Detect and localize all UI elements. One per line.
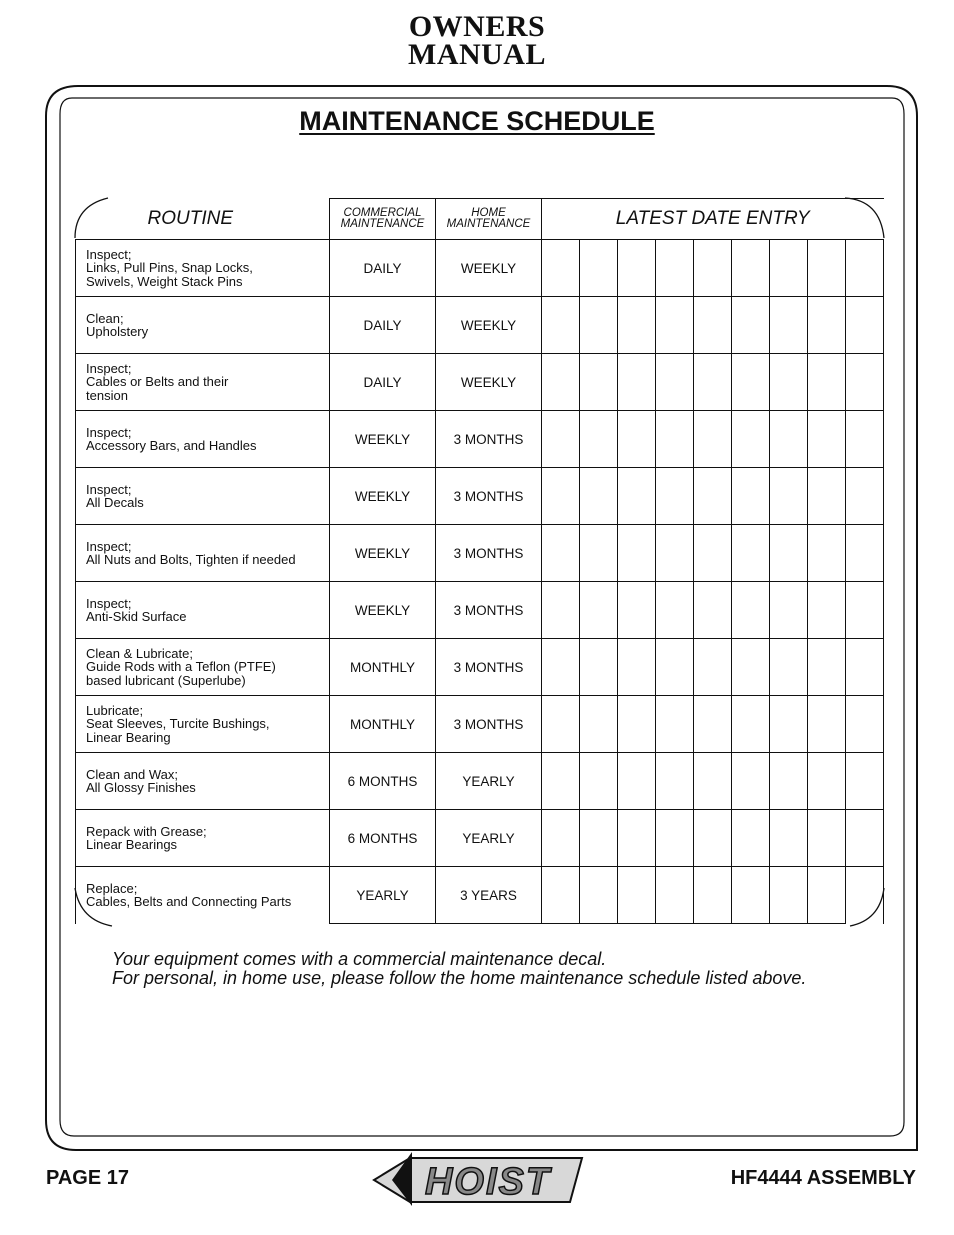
date-entry-cell[interactable]: [618, 411, 656, 468]
date-entry-cell[interactable]: [732, 810, 770, 867]
date-entry-cell[interactable]: [542, 240, 580, 297]
date-entry-cell[interactable]: [618, 582, 656, 639]
commercial-frequency: WEEKLY: [330, 582, 436, 639]
routine-line: Guide Rods with a Teflon (PTFE): [86, 659, 276, 675]
date-entry-cell[interactable]: [580, 582, 618, 639]
header-commercial-line2: MAINTENANCE: [340, 218, 425, 230]
routine-cell: [76, 240, 330, 297]
date-entry-cell[interactable]: [732, 411, 770, 468]
routine-line: Inspect;: [86, 246, 132, 262]
home-frequency: 3 MONTHS: [436, 582, 542, 639]
date-entry-cell[interactable]: [770, 525, 808, 582]
date-entry-cell[interactable]: [808, 468, 846, 525]
date-entry-cell[interactable]: [542, 468, 580, 525]
routine-line: Clean;: [86, 310, 124, 326]
date-entry-cell[interactable]: [694, 297, 732, 354]
date-entry-cell[interactable]: [808, 411, 846, 468]
routine-line: Inspect;: [86, 481, 132, 497]
page-number: PAGE 17: [46, 1167, 129, 1189]
date-entry-cell[interactable]: [846, 867, 884, 924]
date-entry-cell[interactable]: [542, 696, 580, 753]
home-frequency: 3 YEARS: [436, 867, 542, 924]
date-entry-cell[interactable]: [656, 468, 694, 525]
date-entry-cell[interactable]: [770, 240, 808, 297]
commercial-frequency: DAILY: [330, 297, 436, 354]
date-entry-cell[interactable]: [618, 639, 656, 696]
date-entry-cell[interactable]: [542, 810, 580, 867]
routine-line: Linear Bearing: [86, 729, 171, 745]
routine-cell: [76, 525, 330, 582]
date-entry-cell[interactable]: [542, 867, 580, 924]
date-entry-cell[interactable]: [694, 867, 732, 924]
date-entry-cell[interactable]: [732, 240, 770, 297]
routine-line: All Decals: [86, 495, 144, 510]
date-entry-cell[interactable]: [732, 753, 770, 810]
date-entry-cell[interactable]: [732, 867, 770, 924]
date-entry-cell[interactable]: [618, 696, 656, 753]
date-entry-cell[interactable]: [656, 810, 694, 867]
routine-cell: [76, 753, 330, 810]
date-entry-cell[interactable]: [846, 468, 884, 525]
home-frequency: WEEKLY: [436, 240, 542, 297]
date-entry-cell[interactable]: [580, 867, 618, 924]
commercial-frequency: 6 MONTHS: [330, 753, 436, 810]
home-frequency: YEARLY: [436, 810, 542, 867]
date-entry-cell[interactable]: [656, 525, 694, 582]
table-row: [76, 354, 884, 411]
date-entry-cell[interactable]: [656, 411, 694, 468]
commercial-frequency: WEEKLY: [330, 468, 436, 525]
commercial-frequency: YEARLY: [330, 867, 436, 924]
date-entry-cell[interactable]: [846, 240, 884, 297]
table-row: [76, 297, 884, 354]
routine-line: Clean and Wax;: [86, 766, 179, 782]
date-entry-cell[interactable]: [732, 525, 770, 582]
routine-line: All Nuts and Bolts, Tighten if needed: [86, 552, 296, 567]
routine-cell: [76, 411, 330, 468]
date-entry-cell[interactable]: [694, 639, 732, 696]
date-entry-cell[interactable]: [808, 582, 846, 639]
table-row: [76, 810, 884, 867]
commercial-frequency: WEEKLY: [330, 411, 436, 468]
hoist-logo: [372, 1150, 586, 1208]
model-assembly: HF4444 ASSEMBLY: [730, 1167, 916, 1189]
date-entry-cell[interactable]: [656, 297, 694, 354]
routine-line: Anti-Skid Surface: [86, 609, 187, 624]
date-entry-cell[interactable]: [808, 753, 846, 810]
commercial-frequency: MONTHLY: [330, 639, 436, 696]
date-entry-cell[interactable]: [732, 354, 770, 411]
date-entry-cell[interactable]: [732, 696, 770, 753]
date-entry-cell[interactable]: [694, 696, 732, 753]
commercial-frequency: WEEKLY: [330, 525, 436, 582]
date-entry-cell[interactable]: [580, 468, 618, 525]
routine-line: Cables, Belts and Connecting Parts: [86, 894, 292, 910]
header-owners: OWNERS: [408, 10, 546, 43]
date-entry-cell[interactable]: [732, 297, 770, 354]
date-entry-cell[interactable]: [580, 411, 618, 468]
date-entry-cell[interactable]: [656, 639, 694, 696]
date-entry-cell[interactable]: [618, 810, 656, 867]
date-entry-cell[interactable]: [542, 525, 580, 582]
routine-line: All Glossy Finishes: [86, 780, 196, 795]
table-row: [76, 696, 884, 753]
commercial-frequency: DAILY: [330, 240, 436, 297]
date-entry-cell[interactable]: [656, 354, 694, 411]
date-entry-cell[interactable]: [656, 582, 694, 639]
table-row: [76, 525, 884, 582]
date-entry-cell[interactable]: [808, 867, 846, 924]
date-entry-cell[interactable]: [808, 240, 846, 297]
date-entry-cell[interactable]: [846, 411, 884, 468]
date-entry-cell[interactable]: [580, 354, 618, 411]
header-home-line2: MAINTENANCE: [446, 218, 531, 230]
date-entry-cell[interactable]: [580, 696, 618, 753]
routine-line: Replace;: [86, 880, 138, 896]
date-entry-cell[interactable]: [846, 354, 884, 411]
date-entry-cell[interactable]: [846, 297, 884, 354]
routine-line: Clean & Lubricate;: [86, 645, 193, 661]
home-frequency: WEEKLY: [436, 297, 542, 354]
date-entry-cell[interactable]: [770, 354, 808, 411]
date-entry-cell[interactable]: [542, 411, 580, 468]
table-row: [76, 411, 884, 468]
home-frequency: WEEKLY: [436, 354, 542, 411]
date-entry-cell[interactable]: [808, 696, 846, 753]
routine-cell: [76, 354, 330, 411]
date-entry-cell[interactable]: [656, 696, 694, 753]
table-row: [76, 582, 884, 639]
routine-line: Upholstery: [86, 324, 149, 339]
note-line-2: For personal, in home use, please follow the home maintenance schedule listed above.: [112, 968, 807, 988]
date-entry-cell[interactable]: [770, 753, 808, 810]
home-frequency: YEARLY: [436, 753, 542, 810]
date-entry-cell[interactable]: [808, 525, 846, 582]
routine-line: Links, Pull Pins, Snap Locks,: [86, 260, 253, 276]
header-latest-date-entry: LATEST DATE ENTRY: [542, 199, 884, 240]
date-entry-cell[interactable]: [656, 240, 694, 297]
date-entry-cell[interactable]: [770, 696, 808, 753]
date-entry-cell[interactable]: [542, 354, 580, 411]
home-frequency: 3 MONTHS: [436, 696, 542, 753]
date-entry-cell[interactable]: [732, 639, 770, 696]
table-row: [76, 753, 884, 810]
home-frequency: 3 MONTHS: [436, 639, 542, 696]
date-entry-cell[interactable]: [618, 753, 656, 810]
routine-line: Inspect;: [86, 538, 132, 554]
routine-cell: [76, 582, 330, 639]
date-entry-cell[interactable]: [580, 810, 618, 867]
date-entry-cell[interactable]: [846, 810, 884, 867]
home-frequency: 3 MONTHS: [436, 468, 542, 525]
svg-text:HOIST: HOIST: [424, 1161, 552, 1203]
date-entry-cell[interactable]: [732, 582, 770, 639]
date-entry-cell[interactable]: [846, 525, 884, 582]
date-entry-cell[interactable]: [656, 753, 694, 810]
table-row: [76, 639, 884, 696]
table-row: [76, 468, 884, 525]
commercial-frequency: 6 MONTHS: [330, 810, 436, 867]
date-entry-cell[interactable]: [618, 525, 656, 582]
date-entry-cell[interactable]: [694, 354, 732, 411]
date-entry-cell[interactable]: [694, 468, 732, 525]
routine-line: Inspect;: [86, 360, 132, 376]
date-entry-cell[interactable]: [694, 240, 732, 297]
commercial-frequency: DAILY: [330, 354, 436, 411]
header-commercial-line1: COMMERCIAL: [343, 207, 422, 219]
date-entry-cell[interactable]: [694, 810, 732, 867]
routine-line: tension: [86, 387, 128, 403]
routine-line: Cables or Belts and their: [86, 374, 229, 390]
routine-line: Linear Bearings: [86, 837, 178, 852]
date-entry-cell[interactable]: [580, 525, 618, 582]
date-entry-cell[interactable]: [542, 297, 580, 354]
date-entry-cell[interactable]: [694, 753, 732, 810]
date-entry-cell[interactable]: [618, 867, 656, 924]
date-entry-cell[interactable]: [808, 297, 846, 354]
header-home-maintenance: [436, 199, 542, 240]
date-entry-cell[interactable]: [694, 411, 732, 468]
date-entry-cell[interactable]: [770, 639, 808, 696]
routine-cell: [76, 639, 330, 696]
routine-line: Inspect;: [86, 595, 132, 611]
date-entry-cell[interactable]: [580, 753, 618, 810]
date-entry-cell[interactable]: [770, 411, 808, 468]
date-entry-cell[interactable]: [846, 696, 884, 753]
header-manual: MANUAL: [408, 38, 546, 71]
date-entry-cell[interactable]: [808, 810, 846, 867]
date-entry-cell[interactable]: [846, 639, 884, 696]
routine-cell: [76, 696, 330, 753]
date-entry-cell[interactable]: [808, 354, 846, 411]
routine-cell: [76, 468, 330, 525]
commercial-frequency: MONTHLY: [330, 696, 436, 753]
maintenance-schedule-table: [75, 198, 884, 924]
routine-line: Seat Sleeves, Turcite Bushings,: [86, 716, 270, 732]
table-row: [76, 240, 884, 297]
header-commercial-maintenance: [330, 199, 436, 240]
routine-line: Lubricate;: [86, 702, 144, 718]
routine-cell: [76, 297, 330, 354]
date-entry-cell[interactable]: [770, 867, 808, 924]
date-entry-cell[interactable]: [618, 354, 656, 411]
date-entry-cell[interactable]: [580, 639, 618, 696]
note-line-1: Your equipment comes with a commercial maintenance decal.: [112, 949, 607, 969]
date-entry-cell[interactable]: [770, 468, 808, 525]
routine-line: Repack with Grease;: [86, 823, 207, 839]
date-entry-cell[interactable]: [694, 525, 732, 582]
header-home-line1: HOME: [471, 207, 506, 219]
routine-cell: [76, 810, 330, 867]
date-entry-cell[interactable]: [542, 753, 580, 810]
routine-line: Inspect;: [86, 424, 132, 440]
date-entry-cell[interactable]: [732, 468, 770, 525]
table-row: [76, 867, 884, 924]
routine-line: based lubricant (Superlube): [86, 672, 246, 688]
header-routine: ROUTINE: [76, 199, 330, 240]
routine-line: Swivels, Weight Stack Pins: [86, 273, 243, 289]
date-entry-cell[interactable]: [618, 468, 656, 525]
routine-cell: [76, 867, 330, 924]
date-entry-cell[interactable]: [770, 810, 808, 867]
date-entry-cell[interactable]: [846, 753, 884, 810]
date-entry-cell[interactable]: [618, 297, 656, 354]
routine-line: Accessory Bars, and Handles: [86, 438, 257, 453]
date-entry-cell[interactable]: [542, 582, 580, 639]
maintenance-note: [112, 950, 806, 988]
date-entry-cell[interactable]: [542, 639, 580, 696]
home-frequency: 3 MONTHS: [436, 525, 542, 582]
date-entry-cell[interactable]: [656, 867, 694, 924]
date-entry-cell[interactable]: [808, 639, 846, 696]
date-entry-cell[interactable]: [618, 240, 656, 297]
date-entry-cell[interactable]: [770, 297, 808, 354]
date-entry-cell[interactable]: [846, 582, 884, 639]
date-entry-cell[interactable]: [580, 297, 618, 354]
home-frequency: 3 MONTHS: [436, 411, 542, 468]
date-entry-cell[interactable]: [694, 582, 732, 639]
page-title: MAINTENANCE SCHEDULE: [299, 106, 655, 136]
date-entry-cell[interactable]: [580, 240, 618, 297]
date-entry-cell[interactable]: [770, 582, 808, 639]
